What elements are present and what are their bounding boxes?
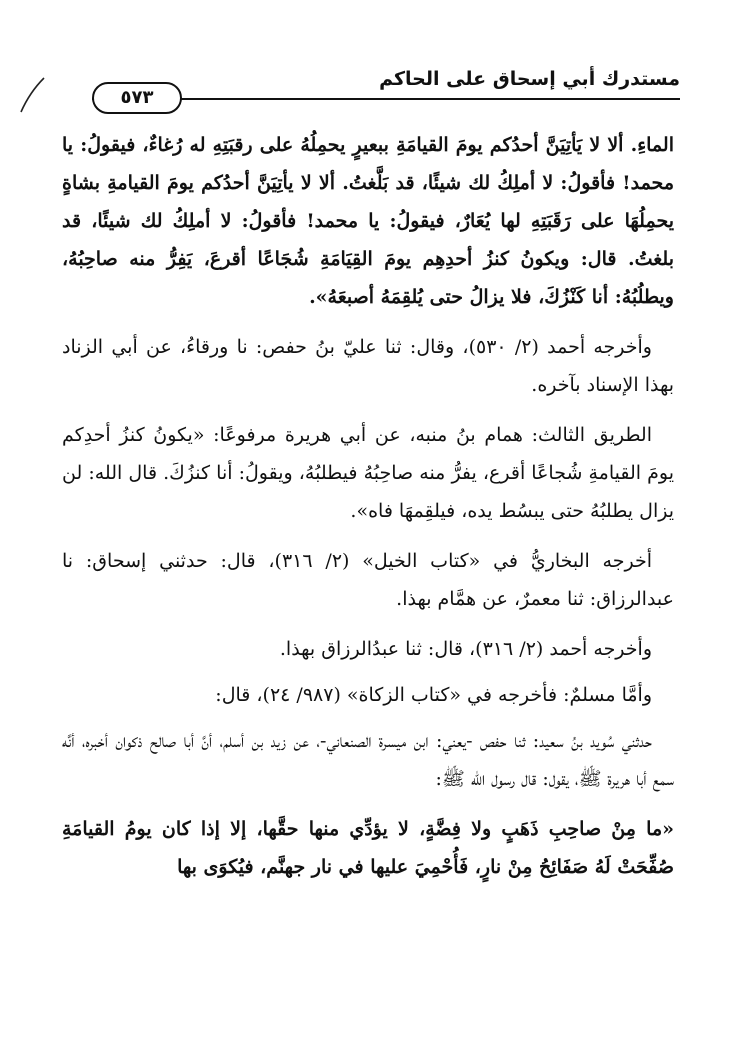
page-number: ٥٧٣ [92,82,182,114]
takhrij-ahmad-2: وأخرجه أحمد (٢/ ٣١٦)، قال: ثنا عبدُالرزاق بهذا. [279,638,652,660]
takhrij-muslim: وأمَّا مسلمٌ: فأخرجه في «كتاب الزكاة» (٩٨٧/ ٢٤)، قال: [215,684,652,706]
hadith-continuation: الماءِ. ألا لا يَأتِيَنَّ أحدُكم يومَ القيامَةِ ببعيرٍ يحمِلُهُ على رقبَتِهِ له رُغاءٌ، فيقولُ: يا محمد! فأقولُ: لا أملِكُ لك شيئًا، قد بَلَّغتُ. ألا لا يأتِيَنَّ أحدُكم يومَ القيامةِ بشاةٍ يحمِلُهَا على رَقَبَتِهِ لها يُعَارٌ، فيقولُ: يا محمد! فأقولُ: لا أملِكُ لك شيئًا، قد بلغتُ. قال: ويكونُ كنزُ أحدِهِم يومَ القِيَامَةِ شُجَاعًا أقرعَ، يَفِرُّ منه صاحِبُهُ، ويطلُبُهُ: أنا كَنْزُكَ، فلا يزالُ حتى يُلقِمَهُ أصبعَهُ». [62,134,674,308]
body-text [62,126,674,898]
margin-pen-mark [18,76,48,116]
takhrij-ahmad-1: وأخرجه أحمد (٢/ ٥٣٠)، وقال: ثنا عليّ بنُ حفص: نا ورقاءُ، عن أبي الزناد بهذا الإسناد بآخره. [62,336,674,396]
running-title: مستدرك أبي إسحاق على الحاكم [379,68,680,90]
takhrij-bukhari: أخرجه البخاريُّ في «كتاب الخيل» (٢/ ٣١٦)، قال: حدثني إسحاق: نا عبدالرزاق: ثنا معمرٌ، عن همَّام بهذا. [62,550,674,610]
isnad-muslim: حدثني سُويد بنُ سعيد: ثنا حفص -يعني: ابن ميسرة الصنعاني-، عن زيد بن أسلم، أنَّ أبا صالح ذكوان أخبره، أنَّه سمع أبا هريرة ﷺ، يقول: قال رسول الله ﷺ: [62,730,674,790]
hadith-muslim-text: «ما مِنْ صاحِبِ ذَهَبٍ ولا فِضَّةٍ، لا يؤدِّي منها حقَّها، إلا إذا كان يومُ القيامَةِ صُفِّحَتْ لَهُ صَفَائِحُ مِنْ نارٍ، فَأُحْمِيَ عليها في نار جهنَّم، فيُكوَى بها [62,818,674,878]
page-header [92,68,680,108]
third-route-hadith: الطريق الثالث: همام بنُ منبه، عن أبي هريرة مرفوعًا: «يكونُ كنزُ أحدِكم يومَ القيامةِ شُجاعًا أقرع، يفرُّ منه صاحِبُهُ فيطلبُهُ، ويقولُ: أنا كنزُكَ. قال الله: لن يزال يطلبُهُ حتى يبسُط يده، فيلقِمهَا فاه». [62,424,674,522]
